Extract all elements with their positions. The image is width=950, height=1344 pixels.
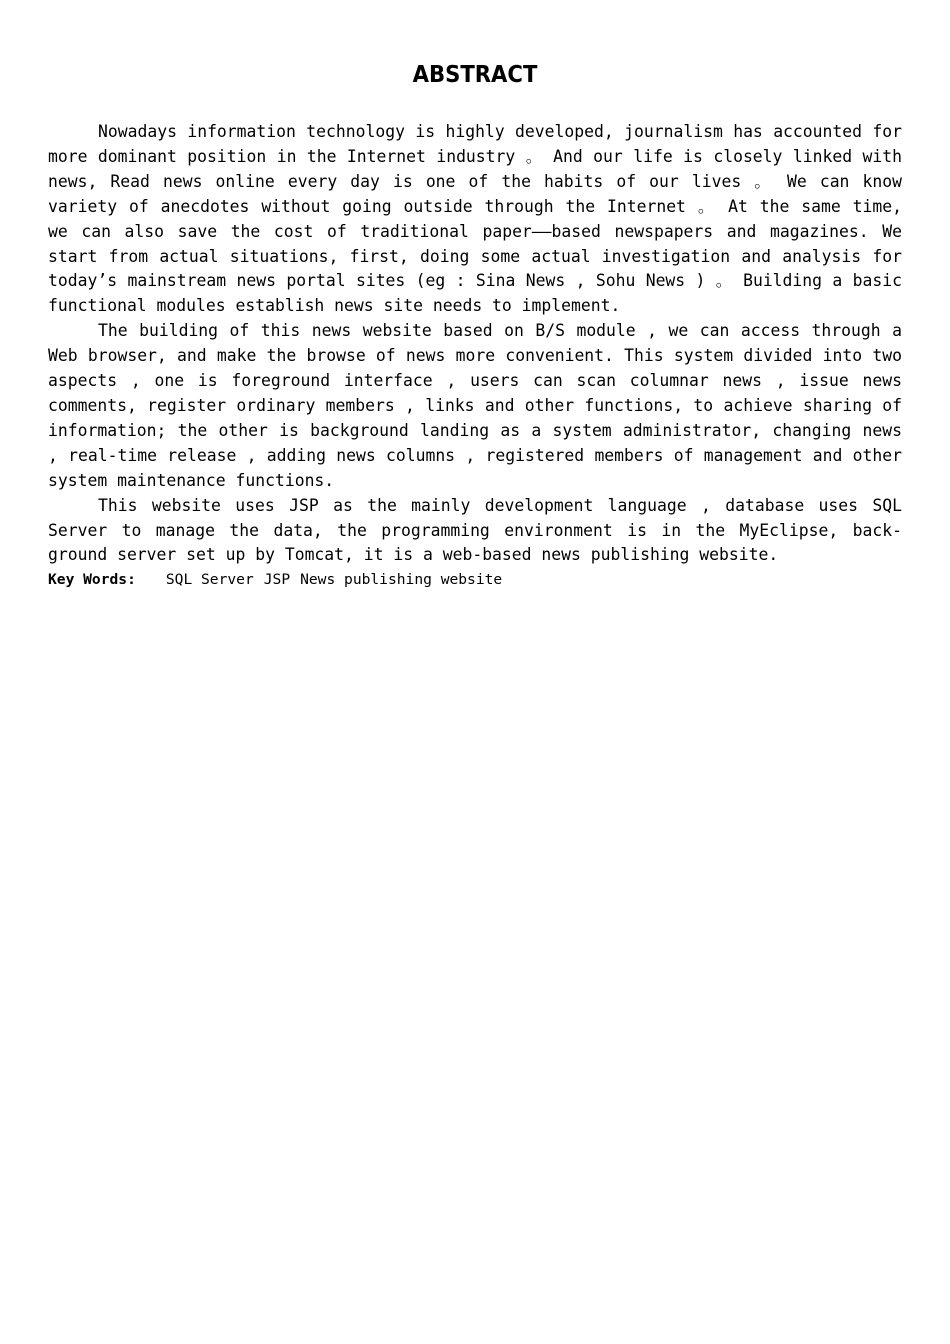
abstract-paragraph-3: This website uses JSP as the mainly development language , database uses SQL Server to manage the data, the programming environment is in the MyEclipse, back-ground server set up by Tomcat, it is a web-based news publishing website. <box>48 495 902 565</box>
keywords-label: Key Words: <box>48 571 136 589</box>
abstract-body <box>48 120 902 593</box>
abstract-paragraph-2: The building of this news website based on B/S module , we can access through a Web browser, and make the browse of news more convenient. This system divided into two aspects , one is foreground interface , users can scan columnar news , issue news comments, register ordinary members , links and other functions, to achieve sharing of information; the other is background landing as a system administrator, changing news , real-time release , adding news columns , registered members of management and other system maintenance functions. <box>48 321 902 490</box>
keyword-item: JSP <box>263 571 291 589</box>
keywords-line <box>48 568 902 593</box>
document-page <box>48 0 902 593</box>
abstract-paragraph-1: Nowadays information technology is highly developed, journalism has accounted for more dominant position in the Internet industry 。 And our life is closely linked with news, Read news online every day is one of the habits of our lives 。 We can know variety of anecdotes without going outside through the Internet 。 At the same time, we can also save the cost of traditional paper——based newspapers and magazines. We start from actual situations, first, doing some actual investigation and analysis for today’s mainstream news portal sites (eg : Sina News , Sohu News ) 。 Building a basic functional modules establish news site needs to implement. <box>48 122 902 316</box>
keyword-item: SQL Server <box>165 571 254 589</box>
keywords-list <box>166 571 512 588</box>
abstract-title: ABSTRACT <box>412 62 538 88</box>
keyword-item: News publishing website <box>300 571 503 589</box>
